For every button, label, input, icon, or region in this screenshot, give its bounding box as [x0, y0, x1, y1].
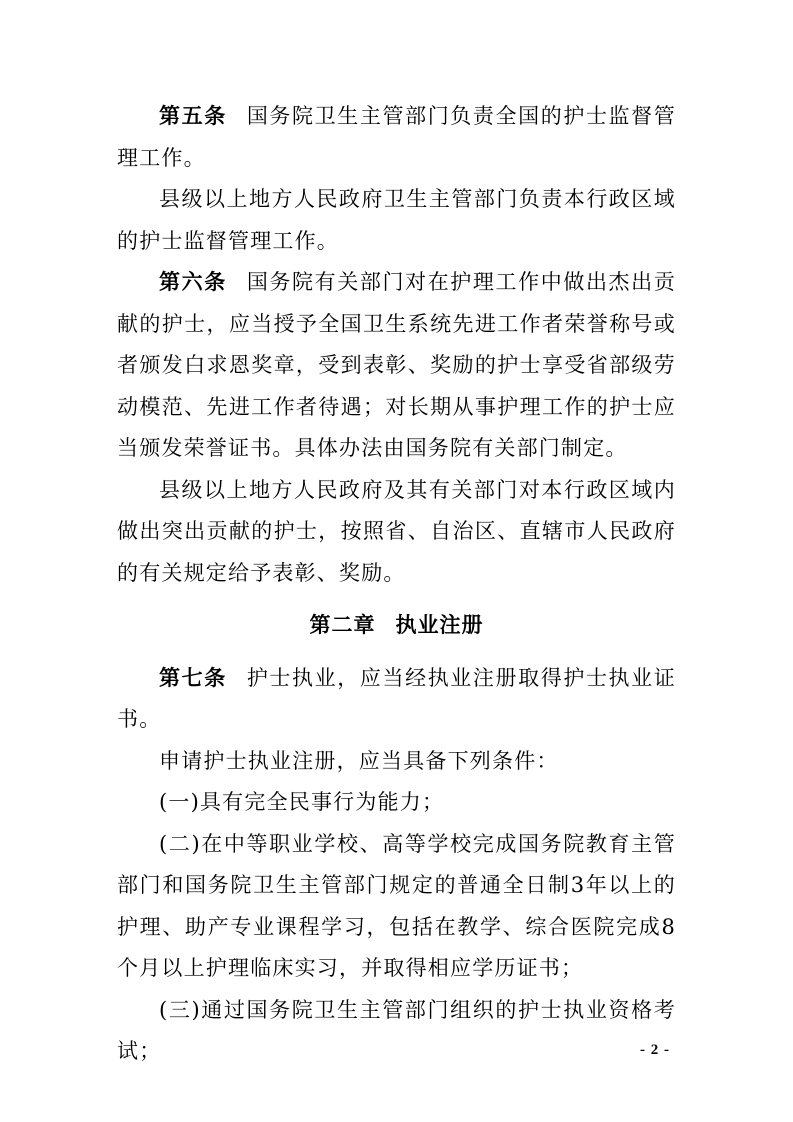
article-5-paragraph — [117, 96, 676, 179]
article-7-paragraph — [117, 658, 676, 741]
chapter-number: 第二章 — [309, 613, 376, 637]
article-6-paragraph-2: 县级以上地方人民政府及其有关部门对本行政区域内做出突出贡献的护士，按照省、自治区、直辖市人民政府的有关规定给予表彰、奖励。 — [117, 477, 676, 585]
article-5-text: 国务院卫生主管部门负责全国的护士监督管理工作。 — [117, 104, 676, 170]
article-6-text: 国务院有关部门对在护理工作中做出杰出贡献的护士，应当授予全国卫生系统先进工作者荣誉称号或者颁发白求恩奖章，受到表彰、奖励的护士享受省部级劳动模范、先进工作者待遇；对长期从事护理工作的护士应当颁发荣誉证书。具体办法由国务院有关部门制定。 — [117, 270, 676, 460]
document-body — [117, 96, 676, 1073]
article-6-label: 第六条 — [159, 270, 227, 294]
page-number: - 2 - — [640, 1042, 670, 1058]
article-6-paragraph — [117, 262, 676, 470]
article-7-text: 护士执业，应当经执业注册取得护士执业证书。 — [117, 665, 676, 731]
chapter-heading — [117, 605, 676, 647]
article-7-paragraph-2: 申请护士执业注册，应当具备下列条件： — [159, 748, 559, 773]
article-5-paragraph-2: 县级以上地方人民政府卫生主管部门负责本行政区域的护士监督管理工作。 — [117, 187, 676, 253]
article-5-label: 第五条 — [159, 104, 227, 128]
article-7-label: 第七条 — [159, 665, 227, 690]
chapter-title: 执业注册 — [395, 613, 484, 637]
article-7-item-2: (二)在中等职业学校、高等学校完成国务院教育主管部门和国务院卫生主管部门规定的普通全日制3年以上的护理、助产专业课程学习，包括在教学、综合医院完成8个月以上护理临床实习，并取得相应学历证书； — [117, 831, 676, 980]
article-7-item-1: (一)具有完全民事行为能力； — [159, 790, 445, 814]
article-7-item-3: (三)通过国务院卫生主管部门组织的护士执业资格考试； — [117, 997, 676, 1063]
